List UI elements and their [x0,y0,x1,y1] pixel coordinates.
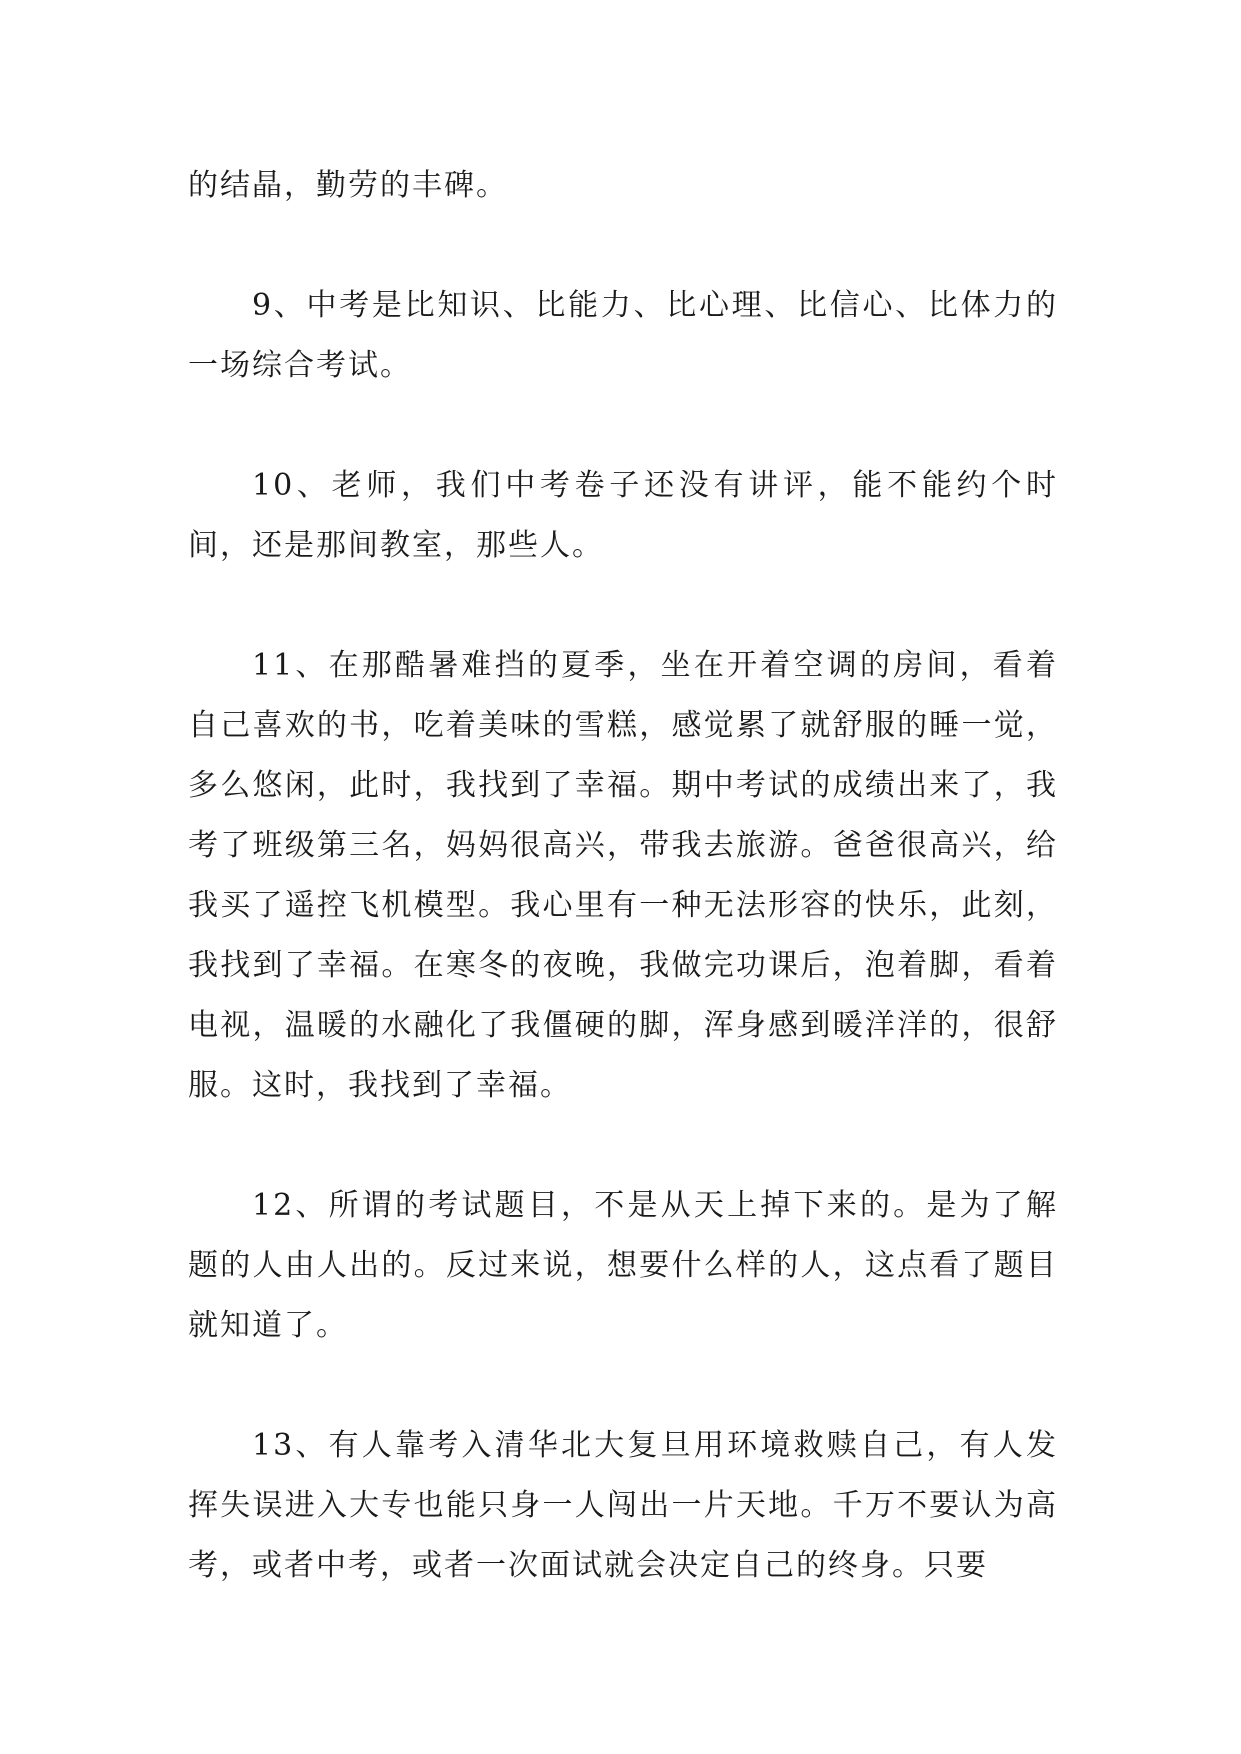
paragraph-item-10: 10、老师，我们中考卷子还没有讲评，能不能约个时间，还是那间教室，那些人。 [188,468,1058,563]
paragraph-item-12: 12、所谓的考试题目，不是从天上掉下来的。是为了解题的人由人出的。反过来说，想要什么样的人，这点看了题目就知道了。 [188,1188,1058,1343]
paragraph-continuation: 的结晶，勤劳的丰碑。 [188,168,508,203]
paragraph-item-9: 9、中考是比知识、比能力、比心理、比信心、比体力的一场综合考试。 [188,288,1058,383]
paragraph-item-13: 13、有人靠考入清华北大复旦用环境救赎自己，有人发挥失误进入大专也能只身一人闯出一片天地。千万不要认为高考，或者中考，或者一次面试就会决定自己的终身。只要 [188,1428,1058,1583]
paragraph-item-11: 11、在那酷暑难挡的夏季，坐在开着空调的房间，看着自己喜欢的书，吃着美味的雪糕，感觉累了就舒服的睡一觉，多么悠闲，此时，我找到了幸福。期中考试的成绩出来了，我考了班级第三名，妈妈很高兴，带我去旅游。爸爸很高兴，给我买了遥控飞机模型。我心里有一种无法形容的快乐，此刻，我找到了幸福。在寒冬的夜晚，我做完功课后，泡着脚，看着电视，温暖的水融化了我僵硬的脚，浑身感到暖洋洋的，很舒服。这时，我找到了幸福。 [188,648,1058,1103]
